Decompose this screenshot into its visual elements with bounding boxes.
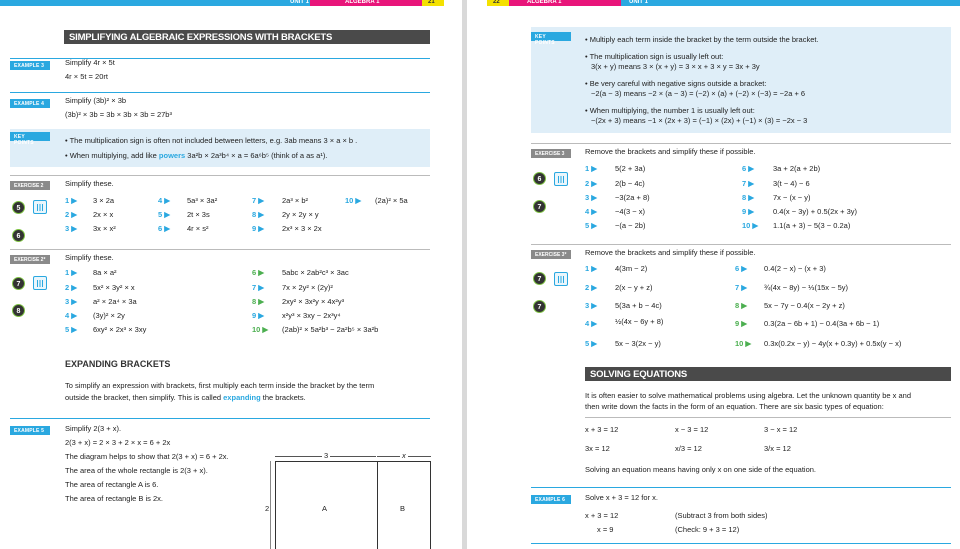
question-number: 8 ▶ <box>735 301 748 310</box>
question: 7x × 2y² × (2y)² <box>282 283 333 292</box>
question: 0.3(2a − 6b + 1) − 0.4(3a + 6b − 1) <box>764 319 880 328</box>
exercise-intro: Simplify these. <box>65 253 114 262</box>
key-point: • When multiplying, the number 1 is usually left out: <box>585 106 755 115</box>
working-note: (Check: 9 + 3 = 12) <box>675 525 740 534</box>
difficulty-badge: 7 <box>533 272 546 285</box>
question-number: 1 ▶ <box>585 164 598 173</box>
equation-type: 3/x = 12 <box>764 444 791 453</box>
example-answer: (3b)² × 3b = 3b × 3b × 3b = 27b³ <box>65 110 172 119</box>
question: −(a − 2b) <box>615 221 646 230</box>
example-question: Simplify 2(3 + x). <box>65 424 122 433</box>
key-point-example: −2(a − 3) means −2 × (a − 3) = (−2) × (a) + (−2) × (−3) = −2a + 6 <box>591 89 806 98</box>
question: 5(2 + 3a) <box>615 164 646 173</box>
question-number: 3 ▶ <box>585 301 598 310</box>
question: 4(3m − 2) <box>615 264 648 273</box>
difficulty-badge: 7 <box>533 300 546 313</box>
divider <box>531 487 951 488</box>
question: 5(3a + b − 4c) <box>615 301 662 310</box>
key-points-label: KEY POINTS <box>10 132 50 141</box>
question-number: 7 ▶ <box>252 283 265 292</box>
question-number: 6 ▶ <box>252 268 265 277</box>
example-label: EXAMPLE 3 <box>10 61 50 70</box>
example-answer: 4r × 5t = 20rt <box>65 72 108 81</box>
question-number: 8 ▶ <box>252 210 265 219</box>
question-number: 6 ▶ <box>735 264 748 273</box>
question-number: 3 ▶ <box>65 297 78 306</box>
divider <box>585 417 951 418</box>
question-number: 4 ▶ <box>585 207 598 216</box>
question-number: 2 ▶ <box>585 283 598 292</box>
question: 2(x − y + z) <box>615 283 653 292</box>
question-number: 7 ▶ <box>742 179 755 188</box>
paragraph: To simplify an expression with brackets, first multiply each term inside the bracket by the term <box>65 381 375 390</box>
question: ¾(4x − 8y) − ⅓(15x − 5y) <box>764 283 848 292</box>
exercise-label: EXERCISE 3* <box>531 250 571 259</box>
divider <box>10 249 430 250</box>
dimension-line <box>270 461 271 549</box>
question: 0.4(2 − x) − (x + 3) <box>764 264 826 273</box>
question: 5x − 7y − 0.4(x − 2y + z) <box>764 301 845 310</box>
key-point-example: 3(x + y) means 3 × (x + y) = 3 × x + 3 × y = 3x + 3y <box>591 62 760 71</box>
example-label: EXAMPLE 4 <box>10 99 50 108</box>
question: 2x³ × 3 × 2x <box>282 224 322 233</box>
right-page <box>467 0 960 549</box>
question-number: 5 ▶ <box>585 221 598 230</box>
working-line: 2(3 + x) = 2 × 3 + 2 × x = 6 + 2x <box>65 438 171 447</box>
question: 3x × x² <box>93 224 116 233</box>
divider <box>10 92 430 93</box>
question-number: 7 ▶ <box>252 196 265 205</box>
question-number: 3 ▶ <box>65 224 78 233</box>
question: 0.4(x − 3y) + 0.5(2x + 3y) <box>773 207 857 216</box>
header-chapter: ALGEBRA 1 <box>527 0 562 5</box>
question-number: 6 ▶ <box>742 164 755 173</box>
question-number: 4 ▶ <box>158 196 171 205</box>
question-number: 5 ▶ <box>158 210 171 219</box>
question: ½(4x − 6y + 8) <box>615 317 664 326</box>
question: (2a)² × 5a <box>375 196 408 205</box>
question-number: 9 ▶ <box>742 207 755 216</box>
exercise-label: EXERCISE 2 <box>10 181 50 190</box>
question: 3a + 2(a + 2b) <box>773 164 821 173</box>
page-number: 22 <box>493 0 500 5</box>
question-number: 1 ▶ <box>585 264 598 273</box>
question: 5abc × 2ab²c³ × 3ac <box>282 268 349 277</box>
section-title: SOLVING EQUATIONS <box>585 367 951 381</box>
divider <box>10 175 430 176</box>
working-line: The area of the whole rectangle is 2(3 + x). <box>65 466 208 475</box>
key-point: • Be very careful with negative signs outside a bracket: <box>585 79 767 88</box>
example-question: Solve x + 3 = 12 for x. <box>585 493 658 502</box>
paragraph: It is often easier to solve mathematical problems using algebra. Let the unknown quantity be x and <box>585 391 912 400</box>
question-number: 10 ▶ <box>735 339 752 348</box>
exercise-intro: Simplify these. <box>65 179 114 188</box>
header-strip <box>509 0 621 6</box>
subheading: EXPANDING BRACKETS <box>65 359 171 369</box>
question: 2xy² × 3x²y × 4x²y³ <box>282 297 345 306</box>
question: x²y³ × 3xy − 2x³y⁴ <box>282 311 341 320</box>
working-note: (Subtract 3 from both sides) <box>675 511 768 520</box>
dimension-label: 3 <box>324 451 329 460</box>
example-label: EXAMPLE 5 <box>10 426 50 435</box>
question: 6xy² × 2x³ × 3xy <box>93 325 147 334</box>
question: a² × 2a⁴ × 3a <box>93 297 137 306</box>
divider <box>531 143 951 144</box>
question-number: 2 ▶ <box>65 210 78 219</box>
area-diagram <box>275 461 431 549</box>
difficulty-badge: 6 <box>533 172 546 185</box>
header-unit: UNIT 1 <box>629 0 649 5</box>
question-number: 4 ▶ <box>65 311 78 320</box>
question: 1.1(a + 3) − 5(3 − 0.2a) <box>773 221 851 230</box>
question-number: 8 ▶ <box>252 297 265 306</box>
exercise-label: EXERCISE 3 <box>531 149 571 158</box>
calculator-icon <box>554 272 568 286</box>
question-number: 1 ▶ <box>65 196 78 205</box>
question: 2a³ × b² <box>282 196 309 205</box>
divider <box>10 418 430 419</box>
question: −3(2a + 8) <box>615 193 650 202</box>
equation-type: 3x = 12 <box>585 444 610 453</box>
key-point: • The multiplication sign is often not included between letters, e.g. 3ab means 3 × a × b . <box>65 136 358 145</box>
rect-label-b: B <box>400 504 406 513</box>
question-number: 10 ▶ <box>742 221 759 230</box>
example-question: Simplify (3b)² × 3b <box>65 96 127 105</box>
equation-type: x − 3 = 12 <box>675 425 709 434</box>
difficulty-badge: 8 <box>12 304 25 317</box>
example-question: Simplify 4r × 5t <box>65 58 115 67</box>
question: 5x² × 3y² × x <box>93 283 135 292</box>
equation-type: x + 3 = 12 <box>585 425 619 434</box>
question: 2y × 2y × y <box>282 210 319 219</box>
question: 3 × 2a <box>93 196 115 205</box>
difficulty-badge: 6 <box>12 229 25 242</box>
key-point: • Multiply each term inside the bracket by the term outside the bracket. <box>585 35 819 44</box>
difficulty-badge: 7 <box>533 200 546 213</box>
working-line: x + 3 = 12 <box>585 511 619 520</box>
question: 2x × x <box>93 210 114 219</box>
question-number: 3 ▶ <box>585 193 598 202</box>
rect-label-a: A <box>322 504 328 513</box>
key-point-example: −(2x + 3) means −1 × (2x + 3) = (−1) × (2x) + (−1) × (3) = −2x − 3 <box>591 116 808 125</box>
question: 7x − (x − y) <box>773 193 811 202</box>
paragraph: then write down the facts in the form of an equation. There are six basic types of equation: <box>585 402 884 411</box>
key-point: • The multiplication sign is usually left out: <box>585 52 724 61</box>
question-number: 9 ▶ <box>252 224 265 233</box>
equation-type: x/3 = 12 <box>675 444 702 453</box>
working-line: x = 9 <box>597 525 614 534</box>
exercise-label: EXERCISE 2* <box>10 255 50 264</box>
question: 5x − 3(2x − y) <box>615 339 661 348</box>
question-number: 8 ▶ <box>742 193 755 202</box>
working-line: The area of rectangle B is 2x. <box>65 494 163 503</box>
header-strip <box>621 0 960 6</box>
dimension-label: 2 <box>265 504 270 513</box>
question: (3y)² × 2y <box>93 311 125 320</box>
question-number: 7 ▶ <box>735 283 748 292</box>
question: 5a³ × 3a² <box>187 196 218 205</box>
key-points-box <box>10 129 430 167</box>
question: −4(3 − x) <box>615 207 646 216</box>
paragraph: outside the bracket, then simplify. This is called expanding the brackets. <box>65 393 306 402</box>
question-number: 2 ▶ <box>65 283 78 292</box>
question: 4r × s² <box>187 224 209 233</box>
exercise-intro: Remove the brackets and simplify these if possible. <box>585 248 756 257</box>
section-title: SIMPLIFYING ALGEBRAIC EXPRESSIONS WITH BRACKETS <box>64 30 430 44</box>
header-chapter: ALGEBRA 1 <box>345 0 380 5</box>
question-number: 5 ▶ <box>585 339 598 348</box>
question-number: 10 ▶ <box>345 196 362 205</box>
question-number: 6 ▶ <box>158 224 171 233</box>
header-unit: UNIT 1 <box>290 0 310 5</box>
divider <box>531 244 951 245</box>
left-page <box>0 0 462 549</box>
question: 2t × 3s <box>187 210 210 219</box>
paragraph: Solving an equation means having only x on one side of the equation. <box>585 465 816 474</box>
header-strip <box>0 0 310 6</box>
question: 0.3x(0.2x − y) − 4y(x + 0.3y) + 0.5x(y − x) <box>764 339 902 348</box>
difficulty-badge: 5 <box>12 201 25 214</box>
example-label: EXAMPLE 6 <box>531 495 571 504</box>
key-point: • When multiplying, add like powers 3a²b × 2a³b⁴ × a = 6a⁶b⁵ (think of a as a¹). <box>65 151 328 160</box>
page-number: 21 <box>428 0 435 5</box>
question-number: 9 ▶ <box>252 311 265 320</box>
calculator-icon <box>33 276 47 290</box>
working-line: The diagram helps to show that 2(3 + x) = 6 + 2x. <box>65 452 229 461</box>
question: 2(b − 4c) <box>615 179 645 188</box>
equation-type: 3 − x = 12 <box>764 425 798 434</box>
divider <box>531 543 951 544</box>
calculator-icon <box>33 200 47 214</box>
exercise-intro: Remove the brackets and simplify these if possible. <box>585 147 756 156</box>
dimension-label: x <box>402 451 406 460</box>
question-number: 10 ▶ <box>252 325 269 334</box>
question-number: 2 ▶ <box>585 179 598 188</box>
question: (2ab)² × 5a²b³ − 2a²b⁵ × 3a²b <box>282 325 379 334</box>
working-line: The area of rectangle A is 6. <box>65 480 159 489</box>
key-points-label: KEY POINTS <box>531 32 571 41</box>
question-number: 1 ▶ <box>65 268 78 277</box>
calculator-icon <box>554 172 568 186</box>
difficulty-badge: 7 <box>12 277 25 290</box>
diagram-divider <box>377 462 378 549</box>
question: 3(t − 4) − 6 <box>773 179 810 188</box>
question-number: 4 ▶ <box>585 319 598 328</box>
question-number: 9 ▶ <box>735 319 748 328</box>
question-number: 5 ▶ <box>65 325 78 334</box>
question: 8a × a² <box>93 268 117 277</box>
